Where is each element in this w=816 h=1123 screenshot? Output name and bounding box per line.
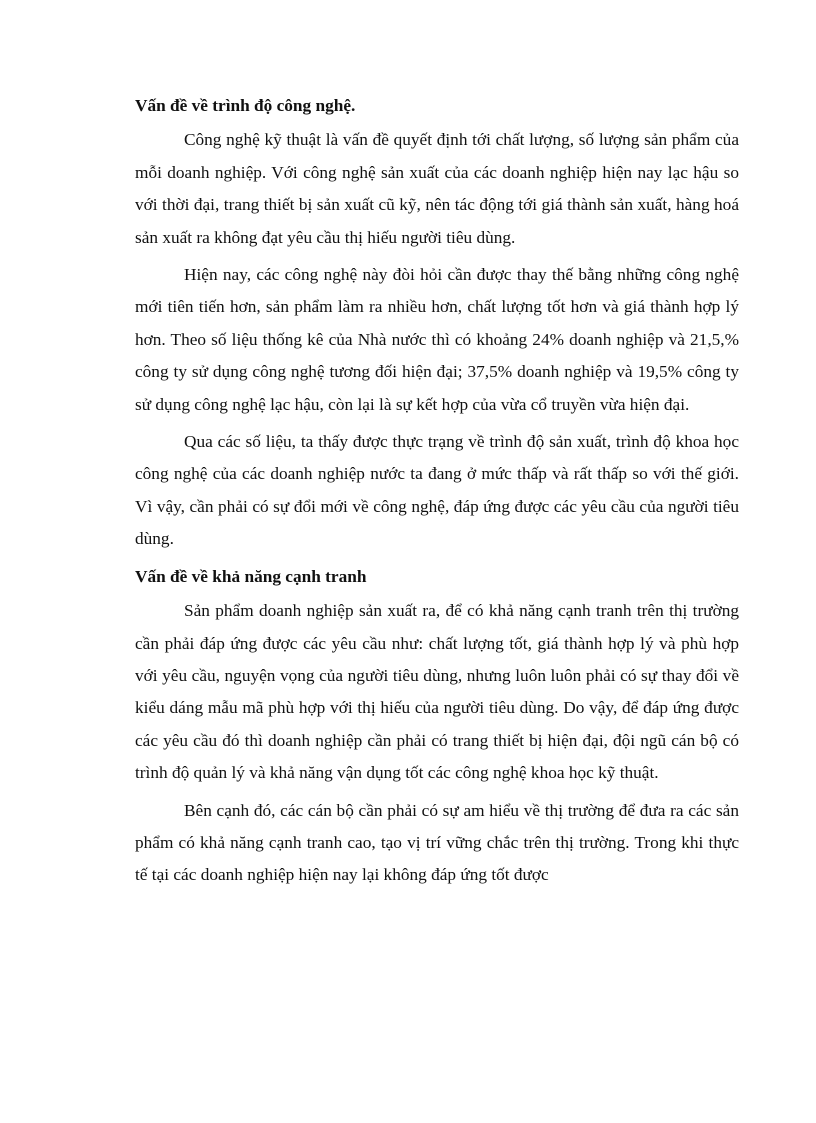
paragraph: Bên cạnh đó, các cán bộ cần phải có sự am hiểu về thị trường để đưa ra các sản phẩm có khả năng cạnh tranh cao, tạo vị trí vững chắc trên thị trường. Trong khi thực tế tại các doanh nghiệp hiện nay lại không đáp ứng tốt được [135, 800, 739, 885]
paragraph: Hiện nay, các công nghệ này đòi hỏi cần được thay thế bằng những công nghệ mới tiên tiến hơn, sản phẩm làm ra nhiều hơn, chất lượng tốt hơn và giá thành hợp lý hơn. Theo số liệu thống kê của Nhà nước thì có khoảng 24% doanh nghiệp và 21,5,% công ty sử dụng công nghệ tương đối hiện đại; 37,5% doanh nghiệp và 19,5% công ty sử dụng công nghệ lạc hậu, còn lại là sự kết hợp của vừa cổ truyền vừa hiện đại. [135, 265, 739, 414]
document-body [135, 90, 739, 897]
section-heading-technology: Vấn đề về trình độ công nghệ. [135, 96, 356, 115]
section-heading-competitiveness: Vấn đề về khả năng cạnh tranh [135, 566, 367, 586]
paragraph: Qua các số liệu, ta thấy được thực trạng về trình độ sản xuất, trình độ khoa học công nghệ của các doanh nghiệp nước ta đang ở mức thấp và rất thấp so với thế giới. Vì vậy, cần phải có sự đổi mới về công nghệ, đáp ứng được các yêu cầu của người tiêu dùng. [135, 432, 739, 549]
paragraph: Công nghệ kỹ thuật là vấn đề quyết định tới chất lượng, số lượng sản phẩm của mỗi doanh nghiệp. Với công nghệ sản xuất của các doanh nghiệp hiện nay lạc hậu so với thời đại, trang thiết bị sản xuất cũ kỹ, nên tác động tới giá thành sản xuất, hàng hoá sản xuất ra không đạt yêu cầu thị hiếu người tiêu dùng. [135, 130, 739, 247]
paragraph: Sản phẩm doanh nghiệp sản xuất ra, để có khả năng cạnh tranh trên thị trường cần phải đáp ứng được các yêu cầu như: chất lượng tốt, giá thành hợp lý và phù hợp với yêu cầu, nguyện vọng của người tiêu dùng, nhưng luôn luôn phải có sự thay đổi về kiểu dáng mẫu mã phù hợp với thị hiếu của người tiêu dùng. Do vậy, để đáp ứng được các yêu cầu đó thì doanh nghiệp cần phải có trang thiết bị hiện đại, đội ngũ cán bộ có trình độ quản lý và khả năng vận dụng tốt các công nghệ khoa học kỹ thuật. [135, 601, 739, 783]
